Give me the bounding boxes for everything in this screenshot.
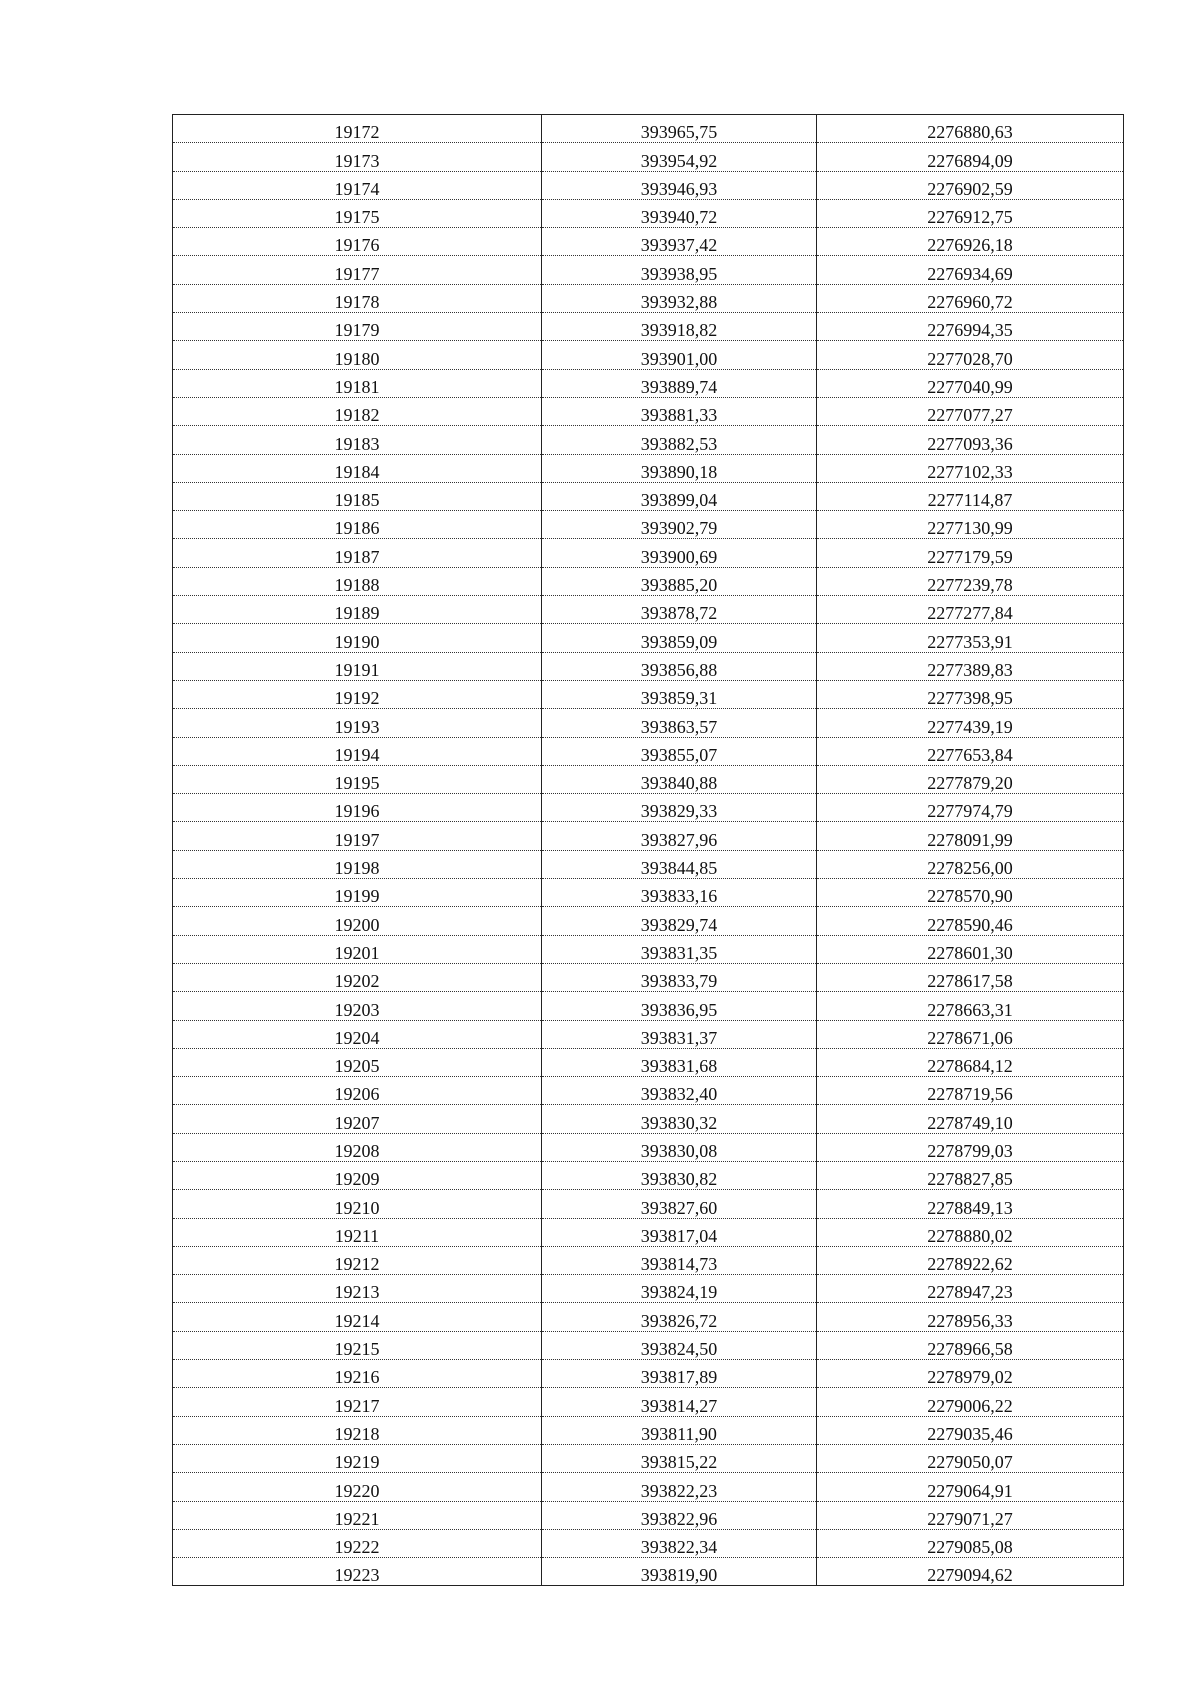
point-number-cell: 19223 bbox=[173, 1558, 542, 1586]
table-row bbox=[173, 1161, 1124, 1189]
x-coordinate-cell: 393829,74 bbox=[542, 907, 817, 935]
point-number-cell: 19199 bbox=[173, 879, 542, 907]
table-row bbox=[173, 907, 1124, 935]
x-coordinate-cell: 393826,72 bbox=[542, 1303, 817, 1331]
y-coordinate-cell: 2278719,56 bbox=[817, 1077, 1124, 1105]
x-coordinate-cell: 393901,00 bbox=[542, 341, 817, 369]
point-number-cell: 19218 bbox=[173, 1416, 542, 1444]
y-coordinate-cell: 2278827,85 bbox=[817, 1161, 1124, 1189]
y-coordinate-cell: 2277093,36 bbox=[817, 426, 1124, 454]
x-coordinate-cell: 393831,68 bbox=[542, 1048, 817, 1076]
table-row bbox=[173, 765, 1124, 793]
x-coordinate-cell: 393855,07 bbox=[542, 737, 817, 765]
point-number-cell: 19184 bbox=[173, 454, 542, 482]
point-number-cell: 19176 bbox=[173, 228, 542, 256]
point-number-cell: 19181 bbox=[173, 369, 542, 397]
table-row bbox=[173, 1444, 1124, 1472]
coordinates-table bbox=[172, 114, 1124, 1586]
point-number-cell: 19172 bbox=[173, 115, 542, 143]
x-coordinate-cell: 393827,96 bbox=[542, 822, 817, 850]
point-number-cell: 19206 bbox=[173, 1077, 542, 1105]
y-coordinate-cell: 2277353,91 bbox=[817, 624, 1124, 652]
point-number-cell: 19192 bbox=[173, 680, 542, 708]
x-coordinate-cell: 393965,75 bbox=[542, 115, 817, 143]
table-row bbox=[173, 1303, 1124, 1331]
point-number-cell: 19196 bbox=[173, 794, 542, 822]
table-row bbox=[173, 482, 1124, 510]
point-number-cell: 19219 bbox=[173, 1444, 542, 1472]
point-number-cell: 19216 bbox=[173, 1360, 542, 1388]
y-coordinate-cell: 2277974,79 bbox=[817, 794, 1124, 822]
y-coordinate-cell: 2276994,35 bbox=[817, 313, 1124, 341]
x-coordinate-cell: 393882,53 bbox=[542, 426, 817, 454]
point-number-cell: 19208 bbox=[173, 1133, 542, 1161]
x-coordinate-cell: 393946,93 bbox=[542, 171, 817, 199]
x-coordinate-cell: 393817,04 bbox=[542, 1218, 817, 1246]
table-row bbox=[173, 1246, 1124, 1274]
table-row bbox=[173, 284, 1124, 312]
point-number-cell: 19211 bbox=[173, 1218, 542, 1246]
coordinates-table-body bbox=[173, 115, 1124, 1586]
point-number-cell: 19197 bbox=[173, 822, 542, 850]
table-row bbox=[173, 1360, 1124, 1388]
y-coordinate-cell: 2278601,30 bbox=[817, 935, 1124, 963]
x-coordinate-cell: 393885,20 bbox=[542, 567, 817, 595]
x-coordinate-cell: 393902,79 bbox=[542, 511, 817, 539]
point-number-cell: 19186 bbox=[173, 511, 542, 539]
y-coordinate-cell: 2278947,23 bbox=[817, 1275, 1124, 1303]
x-coordinate-cell: 393881,33 bbox=[542, 397, 817, 425]
y-coordinate-cell: 2276894,09 bbox=[817, 143, 1124, 171]
point-number-cell: 19200 bbox=[173, 907, 542, 935]
table-row bbox=[173, 1218, 1124, 1246]
y-coordinate-cell: 2278684,12 bbox=[817, 1048, 1124, 1076]
point-number-cell: 19182 bbox=[173, 397, 542, 425]
table-row bbox=[173, 1473, 1124, 1501]
y-coordinate-cell: 2279085,08 bbox=[817, 1529, 1124, 1557]
x-coordinate-cell: 393817,89 bbox=[542, 1360, 817, 1388]
y-coordinate-cell: 2278922,62 bbox=[817, 1246, 1124, 1274]
table-row bbox=[173, 1190, 1124, 1218]
x-coordinate-cell: 393859,31 bbox=[542, 680, 817, 708]
y-coordinate-cell: 2277130,99 bbox=[817, 511, 1124, 539]
table-row bbox=[173, 879, 1124, 907]
point-number-cell: 19209 bbox=[173, 1161, 542, 1189]
x-coordinate-cell: 393899,04 bbox=[542, 482, 817, 510]
x-coordinate-cell: 393918,82 bbox=[542, 313, 817, 341]
y-coordinate-cell: 2278749,10 bbox=[817, 1105, 1124, 1133]
x-coordinate-cell: 393863,57 bbox=[542, 709, 817, 737]
y-coordinate-cell: 2278880,02 bbox=[817, 1218, 1124, 1246]
x-coordinate-cell: 393940,72 bbox=[542, 199, 817, 227]
table-row bbox=[173, 624, 1124, 652]
point-number-cell: 19189 bbox=[173, 596, 542, 624]
x-coordinate-cell: 393890,18 bbox=[542, 454, 817, 482]
y-coordinate-cell: 2279094,62 bbox=[817, 1558, 1124, 1586]
x-coordinate-cell: 393932,88 bbox=[542, 284, 817, 312]
y-coordinate-cell: 2277398,95 bbox=[817, 680, 1124, 708]
y-coordinate-cell: 2277239,78 bbox=[817, 567, 1124, 595]
x-coordinate-cell: 393831,35 bbox=[542, 935, 817, 963]
y-coordinate-cell: 2276960,72 bbox=[817, 284, 1124, 312]
y-coordinate-cell: 2278256,00 bbox=[817, 850, 1124, 878]
point-number-cell: 19188 bbox=[173, 567, 542, 595]
table-row bbox=[173, 397, 1124, 425]
y-coordinate-cell: 2278799,03 bbox=[817, 1133, 1124, 1161]
table-row bbox=[173, 1416, 1124, 1444]
point-number-cell: 19210 bbox=[173, 1190, 542, 1218]
point-number-cell: 19207 bbox=[173, 1105, 542, 1133]
y-coordinate-cell: 2278849,13 bbox=[817, 1190, 1124, 1218]
y-coordinate-cell: 2278956,33 bbox=[817, 1303, 1124, 1331]
y-coordinate-cell: 2279006,22 bbox=[817, 1388, 1124, 1416]
y-coordinate-cell: 2277040,99 bbox=[817, 369, 1124, 397]
point-number-cell: 19183 bbox=[173, 426, 542, 454]
table-row bbox=[173, 1529, 1124, 1557]
y-coordinate-cell: 2278590,46 bbox=[817, 907, 1124, 935]
point-number-cell: 19203 bbox=[173, 992, 542, 1020]
y-coordinate-cell: 2276934,69 bbox=[817, 256, 1124, 284]
point-number-cell: 19177 bbox=[173, 256, 542, 284]
x-coordinate-cell: 393815,22 bbox=[542, 1444, 817, 1472]
table-row bbox=[173, 454, 1124, 482]
x-coordinate-cell: 393833,16 bbox=[542, 879, 817, 907]
point-number-cell: 19198 bbox=[173, 850, 542, 878]
x-coordinate-cell: 393811,90 bbox=[542, 1416, 817, 1444]
x-coordinate-cell: 393832,40 bbox=[542, 1077, 817, 1105]
y-coordinate-cell: 2278979,02 bbox=[817, 1360, 1124, 1388]
point-number-cell: 19222 bbox=[173, 1529, 542, 1557]
table-row bbox=[173, 1077, 1124, 1105]
point-number-cell: 19179 bbox=[173, 313, 542, 341]
point-number-cell: 19202 bbox=[173, 963, 542, 991]
y-coordinate-cell: 2276912,75 bbox=[817, 199, 1124, 227]
x-coordinate-cell: 393827,60 bbox=[542, 1190, 817, 1218]
y-coordinate-cell: 2277114,87 bbox=[817, 482, 1124, 510]
table-row bbox=[173, 1558, 1124, 1586]
point-number-cell: 19221 bbox=[173, 1501, 542, 1529]
x-coordinate-cell: 393937,42 bbox=[542, 228, 817, 256]
y-coordinate-cell: 2276926,18 bbox=[817, 228, 1124, 256]
point-number-cell: 19195 bbox=[173, 765, 542, 793]
y-coordinate-cell: 2279064,91 bbox=[817, 1473, 1124, 1501]
y-coordinate-cell: 2279071,27 bbox=[817, 1501, 1124, 1529]
table-row bbox=[173, 850, 1124, 878]
y-coordinate-cell: 2278091,99 bbox=[817, 822, 1124, 850]
table-row bbox=[173, 935, 1124, 963]
y-coordinate-cell: 2276880,63 bbox=[817, 115, 1124, 143]
x-coordinate-cell: 393840,88 bbox=[542, 765, 817, 793]
y-coordinate-cell: 2277653,84 bbox=[817, 737, 1124, 765]
y-coordinate-cell: 2276902,59 bbox=[817, 171, 1124, 199]
table-row bbox=[173, 1501, 1124, 1529]
point-number-cell: 19217 bbox=[173, 1388, 542, 1416]
x-coordinate-cell: 393859,09 bbox=[542, 624, 817, 652]
point-number-cell: 19213 bbox=[173, 1275, 542, 1303]
table-row bbox=[173, 313, 1124, 341]
x-coordinate-cell: 393819,90 bbox=[542, 1558, 817, 1586]
y-coordinate-cell: 2278570,90 bbox=[817, 879, 1124, 907]
x-coordinate-cell: 393833,79 bbox=[542, 963, 817, 991]
x-coordinate-cell: 393824,19 bbox=[542, 1275, 817, 1303]
table-row bbox=[173, 1133, 1124, 1161]
x-coordinate-cell: 393900,69 bbox=[542, 539, 817, 567]
point-number-cell: 19173 bbox=[173, 143, 542, 171]
point-number-cell: 19174 bbox=[173, 171, 542, 199]
point-number-cell: 19215 bbox=[173, 1331, 542, 1359]
x-coordinate-cell: 393836,95 bbox=[542, 992, 817, 1020]
x-coordinate-cell: 393830,08 bbox=[542, 1133, 817, 1161]
y-coordinate-cell: 2277028,70 bbox=[817, 341, 1124, 369]
y-coordinate-cell: 2278617,58 bbox=[817, 963, 1124, 991]
x-coordinate-cell: 393938,95 bbox=[542, 256, 817, 284]
point-number-cell: 19191 bbox=[173, 652, 542, 680]
table-row bbox=[173, 737, 1124, 765]
table-row bbox=[173, 963, 1124, 991]
y-coordinate-cell: 2278966,58 bbox=[817, 1331, 1124, 1359]
y-coordinate-cell: 2277277,84 bbox=[817, 596, 1124, 624]
table-row bbox=[173, 369, 1124, 397]
x-coordinate-cell: 393878,72 bbox=[542, 596, 817, 624]
x-coordinate-cell: 393954,92 bbox=[542, 143, 817, 171]
table-row bbox=[173, 709, 1124, 737]
table-row bbox=[173, 1048, 1124, 1076]
y-coordinate-cell: 2277077,27 bbox=[817, 397, 1124, 425]
x-coordinate-cell: 393889,74 bbox=[542, 369, 817, 397]
table-row bbox=[173, 822, 1124, 850]
table-row bbox=[173, 1020, 1124, 1048]
point-number-cell: 19185 bbox=[173, 482, 542, 510]
point-number-cell: 19214 bbox=[173, 1303, 542, 1331]
table-row bbox=[173, 596, 1124, 624]
x-coordinate-cell: 393831,37 bbox=[542, 1020, 817, 1048]
x-coordinate-cell: 393814,27 bbox=[542, 1388, 817, 1416]
table-row bbox=[173, 143, 1124, 171]
x-coordinate-cell: 393830,32 bbox=[542, 1105, 817, 1133]
y-coordinate-cell: 2277102,33 bbox=[817, 454, 1124, 482]
table-row bbox=[173, 511, 1124, 539]
table-row bbox=[173, 199, 1124, 227]
table-row bbox=[173, 115, 1124, 143]
table-row bbox=[173, 652, 1124, 680]
x-coordinate-cell: 393814,73 bbox=[542, 1246, 817, 1274]
y-coordinate-cell: 2279035,46 bbox=[817, 1416, 1124, 1444]
point-number-cell: 19187 bbox=[173, 539, 542, 567]
table-row bbox=[173, 341, 1124, 369]
point-number-cell: 19193 bbox=[173, 709, 542, 737]
point-number-cell: 19212 bbox=[173, 1246, 542, 1274]
table-row bbox=[173, 1388, 1124, 1416]
table-row bbox=[173, 567, 1124, 595]
x-coordinate-cell: 393829,33 bbox=[542, 794, 817, 822]
table-row bbox=[173, 228, 1124, 256]
y-coordinate-cell: 2277879,20 bbox=[817, 765, 1124, 793]
y-coordinate-cell: 2278671,06 bbox=[817, 1020, 1124, 1048]
y-coordinate-cell: 2278663,31 bbox=[817, 992, 1124, 1020]
point-number-cell: 19180 bbox=[173, 341, 542, 369]
y-coordinate-cell: 2277179,59 bbox=[817, 539, 1124, 567]
table-row bbox=[173, 794, 1124, 822]
table-row bbox=[173, 1105, 1124, 1133]
point-number-cell: 19175 bbox=[173, 199, 542, 227]
point-number-cell: 19178 bbox=[173, 284, 542, 312]
table-row bbox=[173, 426, 1124, 454]
table-row bbox=[173, 256, 1124, 284]
point-number-cell: 19190 bbox=[173, 624, 542, 652]
table-row bbox=[173, 1275, 1124, 1303]
y-coordinate-cell: 2277389,83 bbox=[817, 652, 1124, 680]
point-number-cell: 19194 bbox=[173, 737, 542, 765]
x-coordinate-cell: 393824,50 bbox=[542, 1331, 817, 1359]
x-coordinate-cell: 393844,85 bbox=[542, 850, 817, 878]
table-row bbox=[173, 539, 1124, 567]
table-row bbox=[173, 680, 1124, 708]
x-coordinate-cell: 393822,34 bbox=[542, 1529, 817, 1557]
y-coordinate-cell: 2279050,07 bbox=[817, 1444, 1124, 1472]
table-row bbox=[173, 1331, 1124, 1359]
point-number-cell: 19205 bbox=[173, 1048, 542, 1076]
table-row bbox=[173, 992, 1124, 1020]
x-coordinate-cell: 393822,23 bbox=[542, 1473, 817, 1501]
table-row bbox=[173, 171, 1124, 199]
point-number-cell: 19201 bbox=[173, 935, 542, 963]
point-number-cell: 19204 bbox=[173, 1020, 542, 1048]
x-coordinate-cell: 393822,96 bbox=[542, 1501, 817, 1529]
y-coordinate-cell: 2277439,19 bbox=[817, 709, 1124, 737]
x-coordinate-cell: 393830,82 bbox=[542, 1161, 817, 1189]
point-number-cell: 19220 bbox=[173, 1473, 542, 1501]
x-coordinate-cell: 393856,88 bbox=[542, 652, 817, 680]
